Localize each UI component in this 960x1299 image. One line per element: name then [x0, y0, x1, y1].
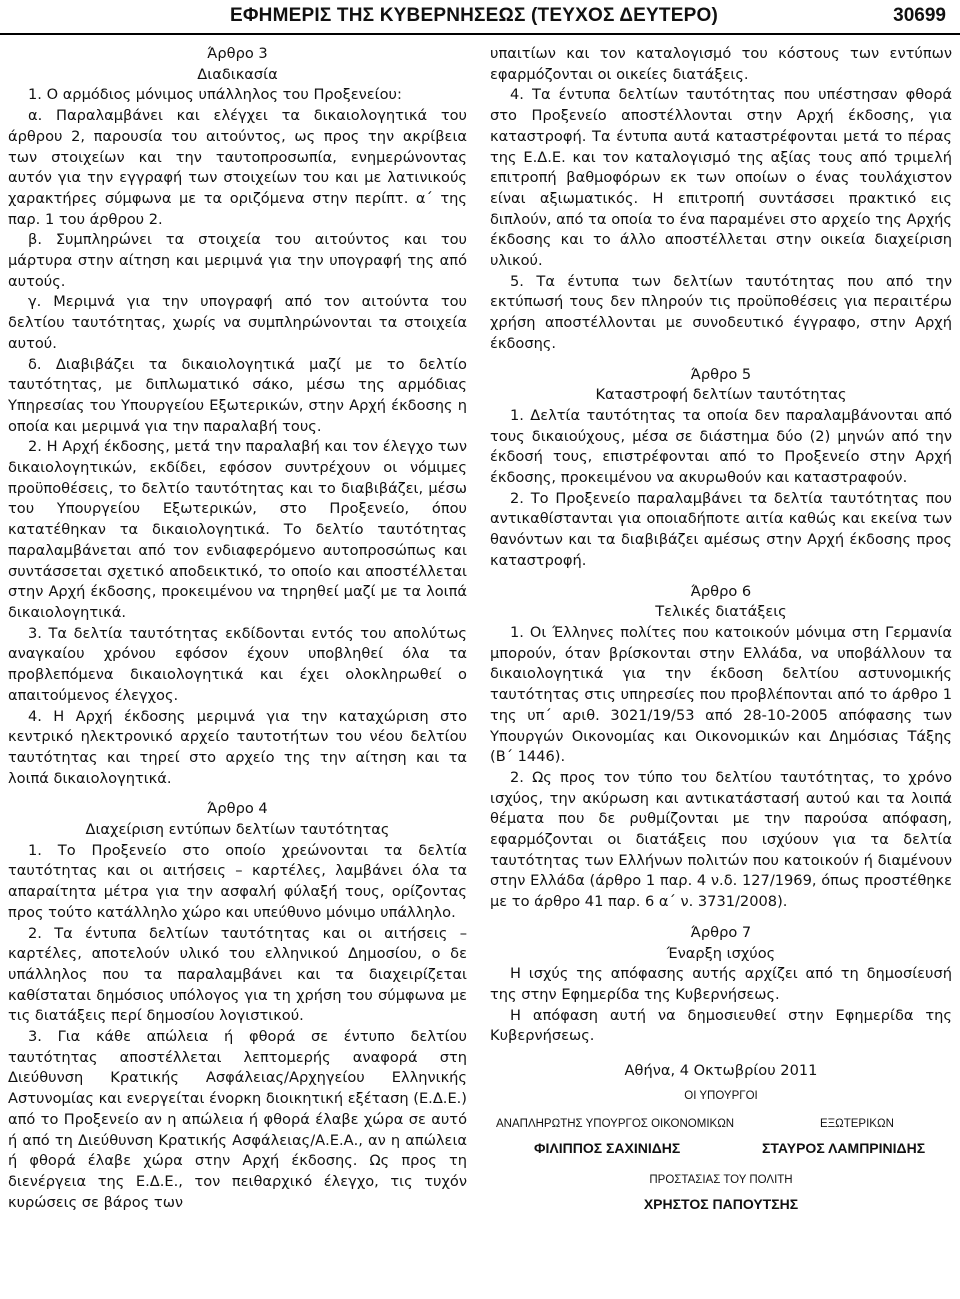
spacer [490, 913, 952, 923]
article-3-para-1b: β. Συμπληρώνει τα στοιχεία του αιτούντος και του μάρτυρα στην αίτηση και μεριμνά για την υπογραφή της από αυτούς. [8, 231, 467, 290]
article-4-para-1: 1. Το Προξενείο στο οποίο χρεώνονται τα δελτία ταυτότητας και οι αιτήσεις – καρτέλες, λαμβάνει όλα τα απαραίτητα μέτρα για την ασφαλή φύλαξή τους, ορίζοντας προς τούτο κατάλληλο χώρο και υπεύθυνο μόνιμο υπάλληλο. [8, 841, 467, 921]
role-foreign-affairs: ΕΞΩΤΕΡΙΚΩΝ [820, 1118, 894, 1131]
left-column [8, 44, 467, 1213]
article-4-para-4: 4. Τα έντυπα δελτίων ταυτότητας που υπέστησαν φθορά στο Προξενείο αποστέλλονται στην Αρχή έκδοσης, για καταστροφή. Τα έντυπα αυτά καταστρέφονται μετά το πέρας της Ε.Δ.Ε. και τον καταλογισμό της αξίας τους από τριμελή επιτροπή βαθμοφόρων εκ των οποίων ο ένας τουλάχιστον είναι αξιωματικός. Η επιτροπή συντάσσει πρακτικό εις διπλούν, από τα οποία το ένα παραμένει στο αρχείο της Αρχής έκδοσης και το άλλο αποστέλλεται στην οικεία διαχείριση υλικού. [490, 86, 952, 270]
article-4-para-5: 5. Τα έντυπα των δελτίων ταυτότητας που από την εκτύπωσή τους δεν πληρούν τις προϋποθέσεις για περαιτέρω χρήση αποστέλλονται με συνοδευτικό έγγραφο, στην Αρχή έκδοσης. [490, 272, 952, 352]
article-4-subtitle: Διαχείριση εντύπων δελτίων ταυτότητας [85, 821, 390, 839]
article-3-para-4: 4. Η Αρχή έκδοσης μεριμνά για την καταχώριση στο κεντρικό ηλεκτρονικό αρχείο ταυτοτήτων του νέου δελτίου ταυτότητας και τηρεί στο αρχείο της την αίτηση και τα λοιπά δικαιολογητικά. [8, 707, 467, 787]
article-7-subtitle: Έναρξη ισχύος [666, 944, 776, 962]
signatory-name-2: ΣΤΑΥΡΟΣ ΛΑΜΠΡΙΝΙΔΗΣ [762, 1140, 926, 1157]
article-7-para-2: Η απόφαση αυτή να δημοσιευθεί στην Εφημερίδα της Κυβερνήσεως. [490, 1006, 952, 1045]
article-5-title: Άρθρο 5 [690, 365, 752, 383]
spacer [490, 1047, 952, 1061]
article-3-para-1d: δ. Διαβιβάζει τα δικαιολογητικά μαζί με το δελτίο ταυτότητας, με διπλωματικό σάκο, μέσω της αρμόδιας Υπηρεσίας του Υπουργείου Εξωτερικών, στην Αρχή έκδοσης η οποία και μεριμνά για την παραλαβή τους. [8, 355, 467, 435]
page-header [0, 2, 960, 34]
header-rule [0, 33, 960, 35]
article-7-para-1: Η ισχύς της απόφασης αυτής αρχίζει από τη δημοσίευσή της στην Εφημερίδα της Κυβερνήσεως. [490, 965, 952, 1003]
article-6-para-2: 2. Ως προς τον τύπο του δελτίου ταυτότητας, το χρόνο ισχύος, την ακύρωση και αντικατάστασή αυτού και τα λοιπά θέματα που δε ρυθμίζονται με την παρούσα απόφαση, εφαρμόζονται οι διατάξεις που ισχύουν για τα δελτία ταυτότητας των Ελλήνων πολιτών που κατοικούν ή διαμένουν στην Ελλάδα (άρθρο 1 παρ. 4 ν.δ. 127/1969, όπως προστέθηκε με το άρθρο 41 παρ. 6 α΄ ν. 3731/2008). [490, 768, 952, 911]
ministers-heading: ΟΙ ΥΠΟΥΡΓΟΙ [684, 1089, 758, 1102]
article-4-para-2: 2. Τα έντυπα δελτίων ταυτότητας και οι αιτήσεις – καρτέλες, αποτελούν υλικό του ελληνικού Δημοσίου, ο δε υπάλληλος που τα παραλαμβάνει και τα διαχειρίζεται καθίσταται δημόσιος υπόλογος για τη χρήση του σύμφωνα με τις διατάξεις περί δημοσίου λογιστικού. [8, 924, 467, 1025]
article-3-para-1c: γ. Μεριμνά για την υπογραφή από τον αιτούντα του δελτίου ταυτότητας, χωρίς να συμπληρώνονται τα στοιχεία αυτού. [8, 293, 467, 352]
article-4-para-3-continued: υπαιτίων και τον καταλογισμό του κόστους των εντύπων εφαρμόζονται οι οικείες διατάξεις. [490, 45, 952, 83]
role-deputy-minister-finance: ΑΝΑΠΛΗΡΩΤΗΣ ΥΠΟΥΡΓΟΣ ΟΙΚΟΝΟΜΙΚΩΝ [496, 1118, 735, 1131]
signature-roles-row [490, 1114, 952, 1134]
gazette-title: ΕΦΗΜΕΡΙΣ ΤΗΣ ΚΥΒΕΡΝΗΣΕΩΣ (ΤΕΥΧΟΣ ΔΕΥΤΕΡΟ) [230, 5, 718, 26]
article-3-subtitle: Διαδικασία [197, 65, 278, 83]
article-3-para-1a: α. Παραλαμβάνει και ελέγχει τα δικαιολογητικά του άρθρου 2, παρουσία του αιτούντος, ως προς την ακρίβεια των στοιχείων και την ταυτοπροσωπία, ενημερώνοντας αυτόν για την εγγραφή των στοιχείων του και με λατινικούς χαρακτήρες σύμφωνα με τα οριζόμενα στην περίπτ. α΄ της παρ. 1 του άρθρου 2. [8, 107, 467, 228]
spacer [8, 789, 467, 799]
article-3-title: Άρθρο 3 [207, 45, 268, 62]
signatory-name-1: ΦΙΛΙΠΠΟΣ ΣΑΧΙΝΙΔΗΣ [534, 1140, 681, 1157]
role-citizen-protection: ΠΡΟΣΤΑΣΙΑΣ ΤΟΥ ΠΟΛΙΤΗ [649, 1174, 793, 1187]
article-6-para-1: 1. Οι Έλληνες πολίτες που κατοικούν μόνιμα στη Γερμανία μπορούν, όταν βρίσκονται στην Ελλάδα, να υποβάλλουν τα δικαιολογητικά για την έκδοση δελτίου αστυνομικής ταυτότητας στις υπηρεσίες που προβλέπονται από το άρθρο 1 της υπ΄ αριθ. 3021/19/53 από 28-10-2005 απόφασης των Υπουργών Οικονομίας και Οικονομικών και Δημόσιας Τάξης (Β΄ 1446). [490, 623, 952, 766]
right-column [490, 44, 952, 1215]
spacer [490, 572, 952, 582]
article-5-subtitle: Καταστροφή δελτίων ταυτότητας [595, 386, 847, 404]
article-3-para-2: 2. Η Αρχή έκδοσης, μετά την παραλαβή και τον έλεγχο των δικαιολογητικών, εκδίδει, εφόσον συντρέχουν οι νόμιμες προϋποθέσεις, το δελτίο ταυτότητας και το διαβιβάζει, μέσω του Υπουργείου Εξωτερικών, στο Προξενείο, όπου κατατέθηκαν τα δικαιολογητικά. Το δελτίο ταυτότητας παραλαμβάνεται από τον ενδιαφερόμενο αυτοπροσώπως και συντάσσεται σχετικό αποδεικτικό, το οποίο και αποστέλλεται στην Αρχή έκδοσης, προκειμένου να τηρηθεί μαζί με τα λοιπά δικαιολογητικά. [8, 438, 467, 621]
signature-names-row [490, 1138, 952, 1158]
article-6-title: Άρθρο 6 [690, 582, 752, 600]
article-6-subtitle: Τελικές διατάξεις [655, 603, 787, 621]
spacer [490, 1158, 952, 1170]
article-5-para-1: 1. Δελτία ταυτότητας τα οποία δεν παραλαμβάνονται από τους δικαιούχους, μέσα σε διάστημα δύο (2) μηνών από την έκδοσή τους, επιστρέφονται από το Προξενείο στην Αρχή έκδοσης, προκειμένου να ακυρωθούν και καταστραφούν. [490, 406, 952, 487]
article-3-para-1: 1. Ο αρμόδιος μόνιμος υπάλληλος του Προξενείου: [28, 86, 402, 104]
signatory-name-3: ΧΡΗΣΤΟΣ ΠΑΠΟΥΤΣΗΣ [643, 1196, 799, 1213]
signing-date: Αθήνα, 4 Οκτωβρίου 2011 [624, 1062, 818, 1080]
article-4-para-3: 3. Για κάθε απώλεια ή φθορά σε έντυπο δελτίου ταυτότητας αποστέλλεται λεπτομερής αναφορά στη Διεύθυνση Κρατικής Ασφάλειας/Αρχηγείου Ελληνικής Αστυνομίας και ενεργείται ένορκη διοικητική εξέταση (Ε.Δ.Ε.) από το Προξενείο αν η απώλεια ή φθορά έλαβε χώρα σε αυτό ή από τη Διεύθυνση Κρατικής Ασφάλειας/Α.Ε.Α., αν η απώλεια ή φθορά έλαβε χώρα στην Αρχή έκδοσης. Ως προς τη διενέργεια της Ε.Δ.Ε., τον πειθαρχικό έλεγχο, τις τυχόν κυρώσεις σε βάρος των [8, 1028, 467, 1211]
article-3-para-3: 3. Τα δελτία ταυτότητας εκδίδονται εντός του απολύτως αναγκαίου χρόνου εφόσον έχουν υποβληθεί όλα τα προβλεπόμενα δικαιολογητικά και έχει ολοκληρωθεί ο απαιτούμενος έλεγχος. [8, 624, 467, 704]
page-number: 30699 [893, 5, 946, 26]
article-5-para-2: 2. Το Προξενείο παραλαμβάνει τα δελτία ταυτότητας που αντικαθίστανται για οποιαδήποτε αιτία καθώς και εκείνα των θανόντων και τα διαβιβάζει αμέσως στην Αρχή έκδοσης προς καταστροφή. [490, 489, 952, 569]
article-7-title: Άρθρο 7 [690, 923, 752, 941]
spacer [490, 355, 952, 365]
spacer [490, 1106, 952, 1114]
article-4-title: Άρθρο 4 [207, 800, 268, 818]
